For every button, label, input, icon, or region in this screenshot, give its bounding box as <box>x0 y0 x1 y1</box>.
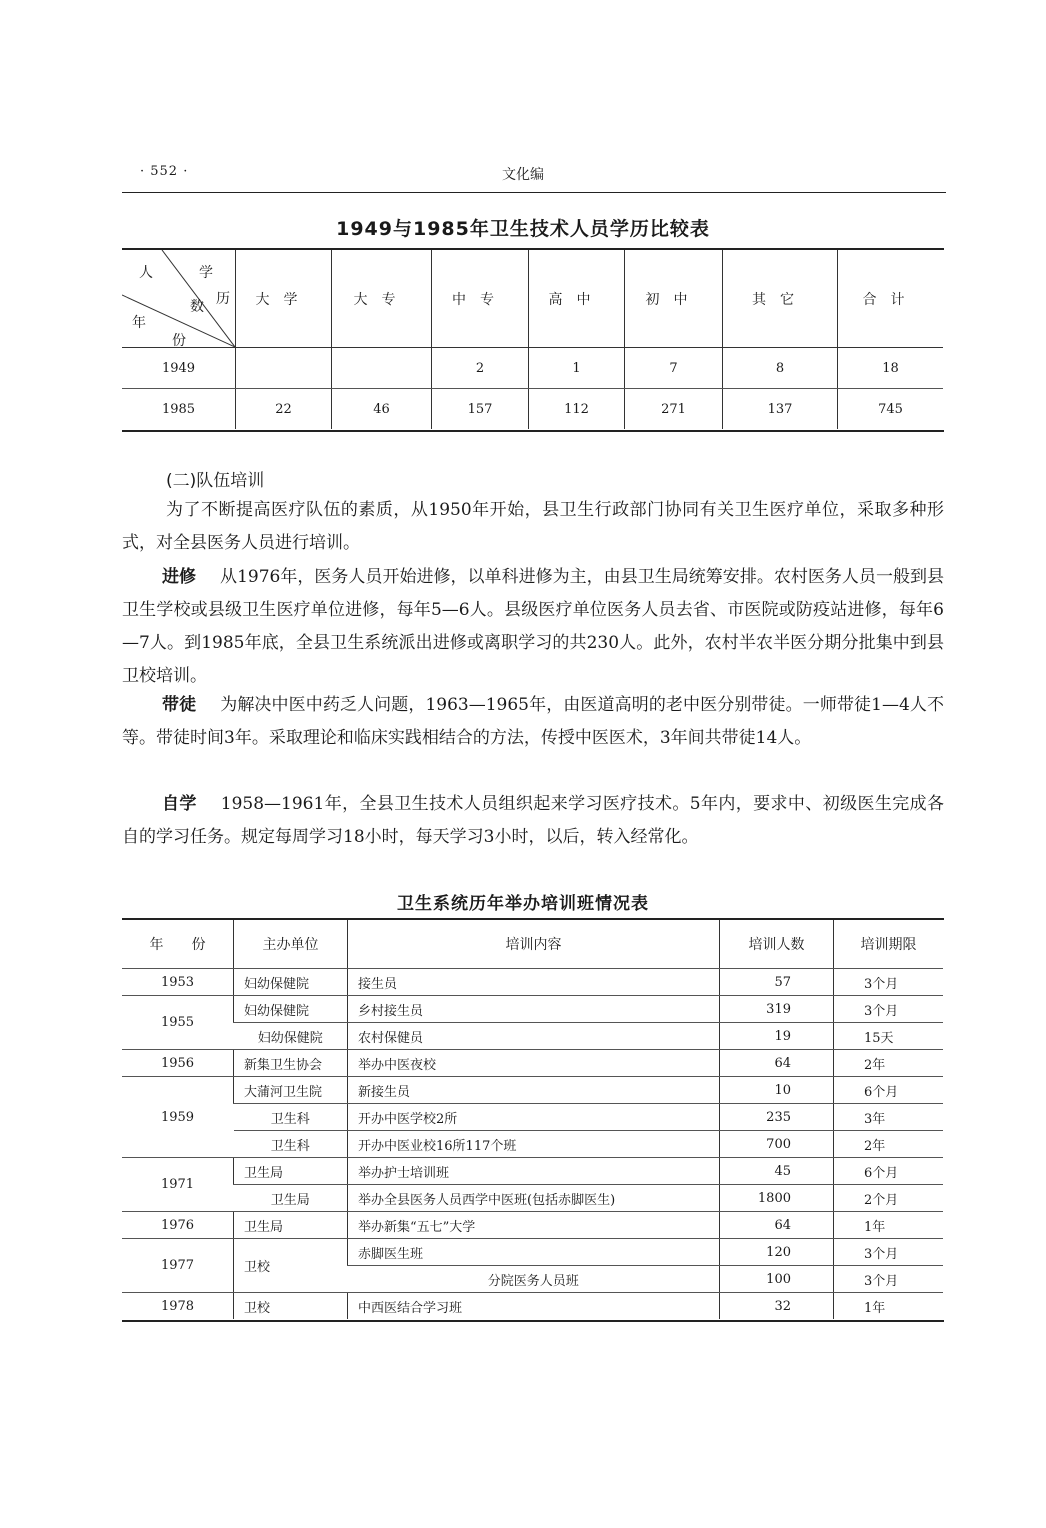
row-year: 1978 <box>160 1298 195 1314</box>
running-header-title: 文化编 <box>502 167 544 183</box>
row-content: 农村保健员 <box>348 1023 720 1050</box>
row-unit: 卫生局 <box>234 1212 348 1239</box>
row-unit: 卫校 <box>234 1239 348 1293</box>
row-count: 700 <box>720 1131 834 1158</box>
table1-bottom-rule <box>122 430 944 432</box>
row-unit: 卫校 <box>234 1293 348 1320</box>
corner-label-ren: 人 <box>139 265 153 281</box>
row-content: 开办中医学校2所 <box>348 1104 720 1131</box>
row-count: 45 <box>720 1158 834 1185</box>
page-number: · 552 · <box>140 164 189 179</box>
cell-value: 46 <box>332 389 432 430</box>
col-header-year: 年 份 <box>122 920 234 969</box>
cell-value: 1 <box>529 348 625 389</box>
corner-label-li: 历 <box>216 291 230 307</box>
row-content: 分院医务人员班 <box>348 1266 720 1293</box>
col-header-dazhuan: 大专 <box>332 250 432 348</box>
row-period: 3个月 <box>834 969 944 996</box>
col-header-heji: 合计 <box>838 250 944 348</box>
row-content: 乡村接生员 <box>348 996 720 1023</box>
table-row <box>122 1239 943 1266</box>
daitu-paragraph <box>122 689 944 755</box>
cell-value: 2 <box>432 348 529 389</box>
row-content: 接生员 <box>348 969 720 996</box>
table-row <box>122 1050 943 1077</box>
education-comparison-table <box>122 250 943 429</box>
cell-value: 112 <box>529 389 625 430</box>
table-row <box>122 1077 943 1104</box>
corner-label-xue: 学 <box>199 265 213 281</box>
row-unit: 妇幼保健院 <box>234 1023 348 1050</box>
col-header-content: 培训内容 <box>348 920 720 969</box>
daitu-text: 为解决中医中药乏人问题，1963—1965年，由医道高明的老中医分别带徒。一师带徒1—4人不等。带徒时间3年。采取理论和临床实践相结合的方法，传授中医医术，3年间共带徒14人。 <box>122 695 944 748</box>
table-row <box>122 969 943 996</box>
row-unit: 卫生局 <box>234 1185 348 1212</box>
row-year: 1977 <box>122 1239 234 1293</box>
table-row <box>122 1185 943 1212</box>
row-unit: 卫生科 <box>234 1104 348 1131</box>
table-row <box>122 1104 943 1131</box>
row-period: 6个月 <box>834 1077 944 1104</box>
row-year: 1949 <box>122 348 236 389</box>
row-count: 32 <box>720 1293 834 1320</box>
row-year: 1976 <box>122 1212 234 1239</box>
row-content: 中西医结合学习班 <box>348 1293 720 1320</box>
row-unit: 大蒲河卫生院 <box>234 1077 348 1104</box>
table2-bottom-rule <box>122 1320 944 1322</box>
row-content: 举办新集“五七”大学 <box>348 1212 720 1239</box>
row-unit: 卫生局 <box>234 1158 348 1185</box>
jinxiu-label: 进修 <box>162 567 197 587</box>
row-count: 235 <box>720 1104 834 1131</box>
row-count: 1800 <box>720 1185 834 1212</box>
table-row <box>122 1158 943 1185</box>
row-content: 举办护士培训班 <box>348 1158 720 1185</box>
cell-value <box>236 348 332 389</box>
row-unit: 卫生科 <box>234 1131 348 1158</box>
col-header-period: 培训期限 <box>834 920 944 969</box>
corner-label-nian: 年 <box>132 315 146 331</box>
section-heading: (二)队伍培训 <box>166 471 265 491</box>
cell-value: 137 <box>723 389 838 430</box>
row-count: 19 <box>720 1023 834 1050</box>
intro-paragraph: 为了不断提高医疗队伍的素质，从1950年开始，县卫生行政部门协同有关卫生医疗单位，采取多种形式，对全县医务人员进行培训。 <box>122 500 944 553</box>
row-count: 120 <box>720 1239 834 1266</box>
row-period: 1年 <box>834 1212 944 1239</box>
table1-corner-cell <box>122 250 236 348</box>
row-unit: 妇幼保健院 <box>234 969 348 996</box>
table-row <box>122 1131 943 1158</box>
row-period: 3年 <box>834 1104 944 1131</box>
row-content: 举办全县医务人员西学中医班(包括赤脚医生) <box>348 1185 720 1212</box>
table-row <box>122 996 943 1023</box>
row-year: 1959 <box>122 1077 234 1158</box>
table1-title: 1949与1985年卫生技术人员学历比较表 <box>336 218 710 240</box>
row-content: 开办中医业校16所117个班 <box>348 1131 720 1158</box>
cell-value: 22 <box>236 389 332 430</box>
jinxiu-text: 从1976年，医务人员开始进修，以单科进修为主，由县卫生局统筹安排。农村医务人员一般到县卫生学校或县级卫生医疗单位进修，每年5—6人。县级医疗单位医务人员去省、市医院或防疫站进修，每年6—7人。到1985年底，全县卫生系统派出进修或离职学习的共230人。此外，农村半农半医分期分批集中到县卫校培训。 <box>122 567 945 686</box>
col-header-daxue: 大学 <box>236 250 332 348</box>
cell-value: 271 <box>625 389 723 430</box>
row-period: 2年 <box>834 1131 944 1158</box>
zixue-label: 自学 <box>162 794 197 814</box>
row-count: 319 <box>720 996 834 1023</box>
training-classes-table <box>122 920 943 1319</box>
cell-value: 745 <box>838 389 944 430</box>
table-row <box>122 1212 943 1239</box>
row-period: 2个月 <box>834 1185 944 1212</box>
corner-label-fen: 份 <box>172 333 186 349</box>
row-period: 3个月 <box>834 1239 944 1266</box>
row-period: 6个月 <box>834 1158 944 1185</box>
row-period: 3个月 <box>834 1266 944 1293</box>
cell-value: 18 <box>838 348 944 389</box>
cell-value: 8 <box>723 348 838 389</box>
row-count: 64 <box>720 1212 834 1239</box>
daitu-label: 带徒 <box>162 695 197 715</box>
row-count: 100 <box>720 1266 834 1293</box>
row-content: 举办中医夜校 <box>348 1050 720 1077</box>
row-count: 57 <box>720 969 834 996</box>
row-unit: 妇幼保健院 <box>234 996 348 1023</box>
row-period: 3个月 <box>834 996 944 1023</box>
table-row <box>122 389 943 430</box>
row-year: 1985 <box>161 401 196 417</box>
row-year: 1953 <box>122 969 234 996</box>
row-year: 1971 <box>122 1158 234 1212</box>
row-period: 2年 <box>834 1050 944 1077</box>
header-rule <box>122 192 946 193</box>
corner-label-shu: 数 <box>190 299 204 315</box>
row-period: 15天 <box>834 1023 944 1050</box>
col-header-qita: 其它 <box>723 250 838 348</box>
cell-value <box>332 348 432 389</box>
col-header-zhongzhuan: 中专 <box>432 250 529 348</box>
table-row <box>122 1293 943 1320</box>
row-unit: 新集卫生协会 <box>234 1050 348 1077</box>
table-row <box>122 1023 943 1050</box>
row-count: 10 <box>720 1077 834 1104</box>
row-content: 新接生员 <box>348 1077 720 1104</box>
row-year: 1955 <box>122 996 234 1050</box>
col-header-count: 培训人数 <box>720 920 834 969</box>
col-header-gaozhong: 高中 <box>529 250 625 348</box>
table2-title: 卫生系统历年举办培训班情况表 <box>397 894 649 914</box>
row-period: 1年 <box>834 1293 944 1320</box>
cell-value: 157 <box>432 389 529 430</box>
table-row <box>122 348 943 389</box>
row-content: 赤脚医生班 <box>348 1239 720 1266</box>
zixue-paragraph <box>122 788 944 854</box>
cell-value: 7 <box>625 348 723 389</box>
row-year: 1956 <box>122 1050 234 1077</box>
zixue-text: 1958—1961年，全县卫生技术人员组织起来学习医疗技术。5年内，要求中、初级医生完成各自的学习任务。规定每周学习18小时，每天学习3小时，以后，转入经常化。 <box>122 794 945 847</box>
col-header-chuzhong: 初中 <box>625 250 723 348</box>
col-header-unit: 主办单位 <box>234 920 348 969</box>
jinxiu-paragraph <box>122 561 944 693</box>
row-count: 64 <box>720 1050 834 1077</box>
